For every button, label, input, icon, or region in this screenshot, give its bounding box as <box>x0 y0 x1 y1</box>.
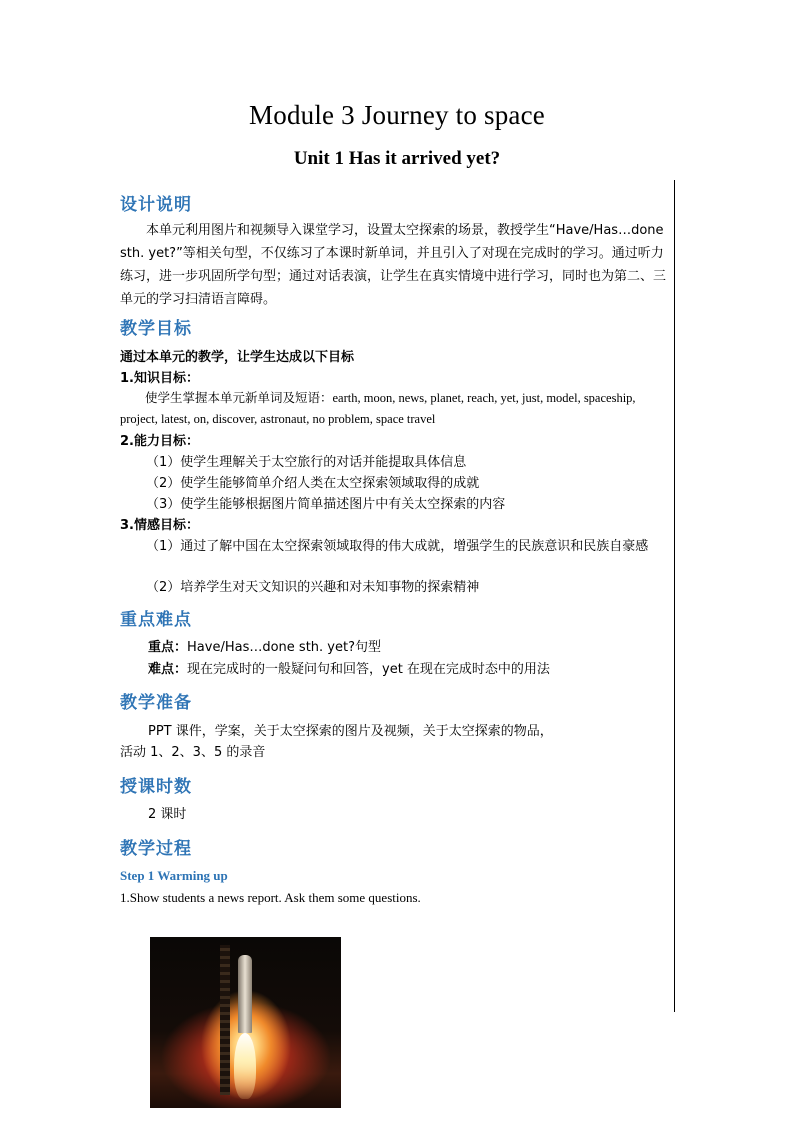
step1-title: Step 1 Warming up <box>120 868 228 883</box>
emotion-item: （2）培养学生对天文知识的兴趣和对未知事物的探索精神 <box>146 580 480 595</box>
margin-rule <box>674 180 675 1012</box>
emotion-item: （1）通过了解中国在太空探索领域取得的伟大成就，增强学生的民族意识和民族自豪感 <box>146 539 649 554</box>
ability-item: （1）使学生理解关于太空旅行的对话并能提取具体信息 <box>146 455 467 470</box>
design-paragraph: 本单元利用图片和视频导入课堂学习，设置太空探索的场景，教授学生“Have/Has…done sth. yet?”等相关句型，不仅练习了本课时新单词，并且引入了对现在完成时的学习。通过听力练习，进一步巩固所学句型；通过对话表演，让学生在真实情境中进行学习，同时也为第二、三单元的学习扫清语言障碍。 <box>120 223 667 307</box>
step1-text: 1.Show students a news report. Ask them some questions. <box>120 890 421 905</box>
ability-item: （2）使学生能够简单介绍人类在太空探索领域取得的成就 <box>146 476 480 491</box>
heading-goals: 教学目标 <box>120 319 192 339</box>
difficult-text: 现在完成时的一般疑问句和回答，yet 在现在完成时态中的用法 <box>187 662 550 677</box>
heading-prep: 教学准备 <box>120 693 192 713</box>
heading-design: 设计说明 <box>120 195 192 215</box>
knowledge-label: 1.知识目标： <box>120 371 199 386</box>
document-subtitle: Unit 1 Has it arrived yet? <box>293 148 501 169</box>
knowledge-body: 使学生掌握本单元新单词及短语：earth, moon, news, planet, reach, yet, just, model, spaceship, project, latest, on, discover, astronaut, no problem, space travel <box>120 391 636 426</box>
difficult-label: 难点： <box>148 662 188 677</box>
rocket-flame <box>234 1033 256 1099</box>
prep-line: PPT 课件，学案，关于太空探索的图片及视频，关于太空探索的物品， <box>148 724 553 739</box>
rocket-launch-photo <box>150 937 341 1108</box>
prep-line: 活动 1、2、3、5 的录音 <box>120 745 266 760</box>
rocket <box>238 955 252 1033</box>
ability-label: 2.能力目标： <box>120 434 199 449</box>
document-title: Module 3 Journey to space <box>249 100 545 130</box>
key-text: Have/Has…done sth. yet?句型 <box>187 640 381 655</box>
key-label: 重点： <box>148 640 188 655</box>
ability-item: （3）使学生能够根据图片简单描述图片中有关太空探索的内容 <box>146 497 506 512</box>
launch-tower <box>220 945 230 1095</box>
emotion-label: 3.情感目标： <box>120 518 199 533</box>
difficult-point-line <box>148 658 668 681</box>
heading-process: 教学过程 <box>120 839 192 859</box>
goals-intro: 通过本单元的教学，让学生达成以下目标 <box>120 350 355 365</box>
heading-hours: 授课时数 <box>120 777 192 797</box>
key-point-line <box>148 636 668 659</box>
heading-key-points: 重点难点 <box>120 610 192 630</box>
hours-value: 2 课时 <box>148 807 187 822</box>
